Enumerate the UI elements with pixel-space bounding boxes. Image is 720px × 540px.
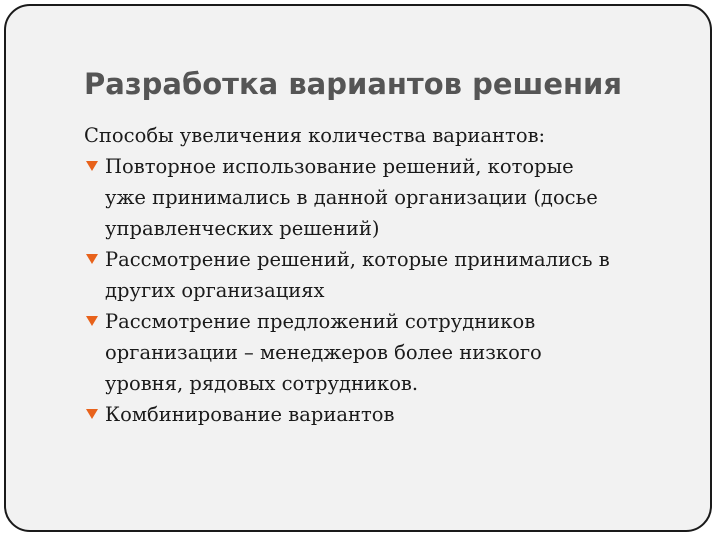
bullet-line: уже принимались в данной организации (досье — [105, 186, 598, 209]
slide-title: Разработка вариантов решения — [84, 67, 622, 101]
bullet-item — [84, 306, 694, 399]
slide-frame — [4, 4, 712, 532]
triangle-bullet-icon — [86, 161, 98, 171]
bullet-line: других организациях — [105, 279, 325, 302]
bullet-item — [84, 244, 694, 306]
bullet-item — [84, 151, 694, 244]
bullet-line: Комбинирование вариантов — [105, 403, 395, 426]
triangle-bullet-icon — [86, 316, 98, 326]
bullet-line: уровня, рядовых сотрудников. — [105, 372, 419, 395]
bullet-line: Повторное использование решений, которые — [105, 155, 574, 178]
intro-text: Способы увеличения количества вариантов: — [84, 124, 546, 147]
bullet-line: организации – менеджеров более низкого — [105, 341, 542, 364]
bullet-line: Рассмотрение решений, которые принимались в — [105, 248, 610, 271]
slide-content — [84, 120, 694, 430]
triangle-bullet-icon — [86, 254, 98, 264]
triangle-bullet-icon — [86, 409, 98, 419]
bullet-line: Рассмотрение предложений сотрудников — [105, 310, 536, 333]
bullet-item — [84, 399, 694, 430]
bullet-list — [84, 151, 694, 430]
bullet-line: управленческих решений) — [105, 217, 380, 240]
